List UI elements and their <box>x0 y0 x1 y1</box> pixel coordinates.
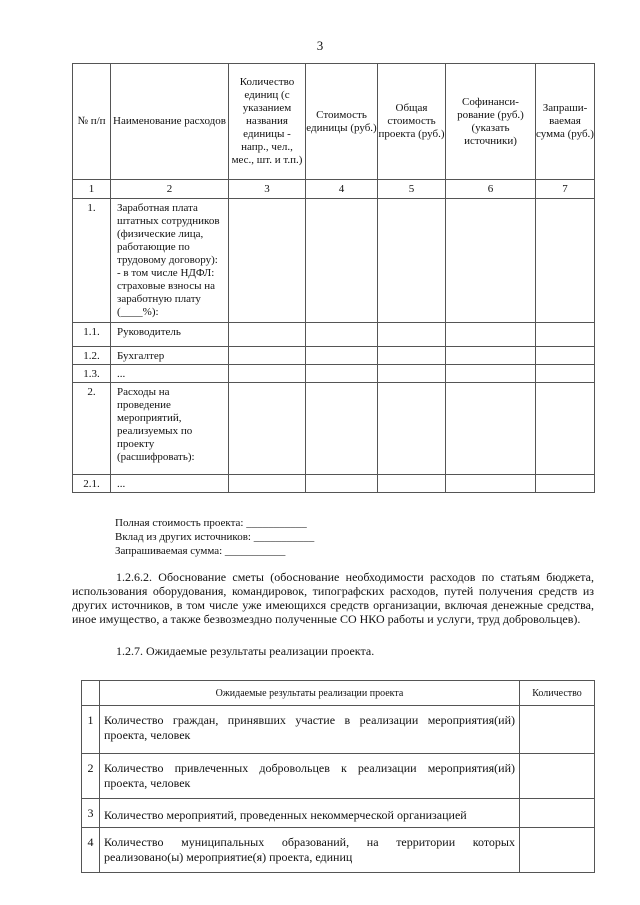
budget-row-name-line: реализуемых по <box>117 425 193 437</box>
header-unit-quantity: Количество единиц (с указанием названия единицы - напр., чел., мес., шт. и т.п.) <box>229 64 306 180</box>
budget-empty-cell[interactable] <box>378 365 446 383</box>
budget-empty-cell[interactable] <box>378 475 446 493</box>
budget-row-name <box>111 199 229 323</box>
budget-table <box>72 63 595 493</box>
budget-empty-cell[interactable] <box>229 475 306 493</box>
budget-row-name-line: Бухгалтер <box>117 350 165 362</box>
column-number: 4 <box>306 180 378 199</box>
budget-empty-cell[interactable] <box>378 323 446 347</box>
other-sources-line: Вклад из других источников: ___________ <box>115 531 315 543</box>
budget-row-name-line: (____%): <box>117 306 159 318</box>
budget-row <box>73 347 595 365</box>
budget-row <box>73 199 595 323</box>
totals-block <box>115 516 314 558</box>
column-number: 7 <box>536 180 595 199</box>
budget-empty-cell[interactable] <box>536 383 595 475</box>
budget-row <box>73 475 595 493</box>
budget-row-name-line: Руководитель <box>117 326 181 338</box>
budget-row-name-line: ... <box>117 478 126 490</box>
result-row-text: Количество граждан, принявших участие в реализации мероприятия(ий) проекта, человек <box>100 706 520 754</box>
expected-results-heading: 1.2.7. Ожидаемые результаты реализации проекта. <box>116 644 375 658</box>
budget-row-name-line: проведение <box>117 399 171 411</box>
budget-empty-cell[interactable] <box>378 383 446 475</box>
budget-empty-cell[interactable] <box>306 347 378 365</box>
budget-empty-cell[interactable] <box>536 199 595 323</box>
budget-empty-cell[interactable] <box>229 199 306 323</box>
requested-sum-line: Запрашиваемая сумма: ___________ <box>115 545 286 557</box>
page-number: 3 <box>316 38 324 53</box>
result-row <box>82 828 595 873</box>
budget-row <box>73 323 595 347</box>
result-row-num: 1 <box>82 706 100 754</box>
budget-empty-cell[interactable] <box>446 475 536 493</box>
budget-empty-cell[interactable] <box>536 347 595 365</box>
budget-empty-cell[interactable] <box>306 323 378 347</box>
result-quantity-cell[interactable] <box>520 799 595 828</box>
budget-row-name <box>111 383 229 475</box>
budget-row-name-line: трудовому договору): <box>117 254 218 266</box>
budget-row-name <box>111 365 229 383</box>
budget-row-name-line: проекту <box>117 438 155 450</box>
result-row <box>82 799 595 828</box>
budget-row-num: 1.2. <box>73 347 111 365</box>
estimate-justification-paragraph: 1.2.6.2. Обоснование сметы (обоснование необходимости расходов по статьям бюджета, использования оборудования, командировок, типографских расходов, путей получения средств из других источников, в том числе уже имеющихся средств организации, включая денежные средства, иное имущество, а также безвозмездно полученные СО НКО работы и услуги, труд добровольцев). <box>72 570 594 626</box>
result-row <box>82 706 595 754</box>
budget-row <box>73 383 595 475</box>
budget-row-name <box>111 475 229 493</box>
budget-empty-cell[interactable] <box>229 347 306 365</box>
budget-row-num: 1.3. <box>73 365 111 383</box>
budget-empty-cell[interactable] <box>446 383 536 475</box>
budget-empty-cell[interactable] <box>446 347 536 365</box>
budget-row-num: 1. <box>73 199 111 323</box>
budget-empty-cell[interactable] <box>229 383 306 475</box>
budget-empty-cell[interactable] <box>536 365 595 383</box>
budget-row-num: 1.1. <box>73 323 111 347</box>
results-header-row <box>82 681 595 706</box>
budget-row-name-line: мероприятий, <box>117 412 182 424</box>
budget-empty-cell[interactable] <box>536 323 595 347</box>
result-row-text: Количество мероприятий, проведенных некоммерческой организацией <box>100 799 520 828</box>
budget-empty-cell[interactable] <box>536 475 595 493</box>
results-header-result: Ожидаемые результаты реализации проекта <box>100 681 520 706</box>
column-number: 5 <box>378 180 446 199</box>
budget-row-name-line: страховые взносы на <box>117 280 215 292</box>
column-number-row <box>73 180 595 199</box>
budget-row-name-line: Заработная плата <box>117 202 198 214</box>
budget-row-name <box>111 323 229 347</box>
budget-empty-cell[interactable] <box>446 199 536 323</box>
header-requested-sum: Запраши-ваемая сумма (руб.) <box>536 64 595 180</box>
full-cost-line: Полная стоимость проекта: ___________ <box>115 517 307 529</box>
budget-row <box>73 365 595 383</box>
budget-empty-cell[interactable] <box>446 365 536 383</box>
column-number: 6 <box>446 180 536 199</box>
budget-empty-cell[interactable] <box>378 347 446 365</box>
budget-empty-cell[interactable] <box>306 383 378 475</box>
result-row <box>82 754 595 799</box>
header-num: № п/п <box>73 64 111 180</box>
result-quantity-cell[interactable] <box>520 828 595 873</box>
budget-row-name-line: ... <box>117 368 126 380</box>
budget-row-num: 2.1. <box>73 475 111 493</box>
budget-empty-cell[interactable] <box>306 365 378 383</box>
budget-row-name-line: заработную плату <box>117 293 201 305</box>
budget-empty-cell[interactable] <box>446 323 536 347</box>
results-table <box>81 680 595 873</box>
budget-row-name-line: штатных сотрудников <box>117 215 220 227</box>
budget-row-num: 2. <box>73 383 111 475</box>
column-number: 1 <box>73 180 111 199</box>
result-row-num: 2 <box>82 754 100 799</box>
result-row-text: Количество привлеченных добровольцев к реализации мероприятия(ий) проекта, человек <box>100 754 520 799</box>
budget-empty-cell[interactable] <box>229 365 306 383</box>
header-unit-cost: Стоимость единицы (руб.) <box>306 64 378 180</box>
budget-header-row <box>73 64 595 180</box>
results-header-quantity: Количество <box>520 681 595 706</box>
result-row-text: Количество муниципальных образований, на территории которых реализовано(ы) мероприятие(я) проекта, единиц <box>100 828 520 873</box>
budget-empty-cell[interactable] <box>229 323 306 347</box>
result-quantity-cell[interactable] <box>520 754 595 799</box>
budget-row-name-line: работающие по <box>117 241 190 253</box>
header-total-cost: Общая стоимость проекта (руб.) <box>378 64 446 180</box>
budget-row-name-line: - в том числе НДФЛ: <box>117 267 215 279</box>
header-cofinancing: Софинанси-рование (руб.) (указать источники) <box>446 64 536 180</box>
budget-row-name <box>111 347 229 365</box>
budget-empty-cell[interactable] <box>306 475 378 493</box>
result-quantity-cell[interactable] <box>520 706 595 754</box>
column-number: 3 <box>229 180 306 199</box>
result-row-num: 3 <box>82 799 100 828</box>
budget-empty-cell[interactable] <box>306 199 378 323</box>
budget-row-name-line: (расшифровать): <box>117 451 195 463</box>
budget-empty-cell[interactable] <box>378 199 446 323</box>
column-number: 2 <box>111 180 229 199</box>
budget-row-name-line: (физические лица, <box>117 228 204 240</box>
results-header-num <box>82 681 100 706</box>
budget-row-name-line: Расходы на <box>117 386 170 398</box>
result-row-num: 4 <box>82 828 100 873</box>
header-expense-name: Наименование расходов <box>111 64 229 180</box>
